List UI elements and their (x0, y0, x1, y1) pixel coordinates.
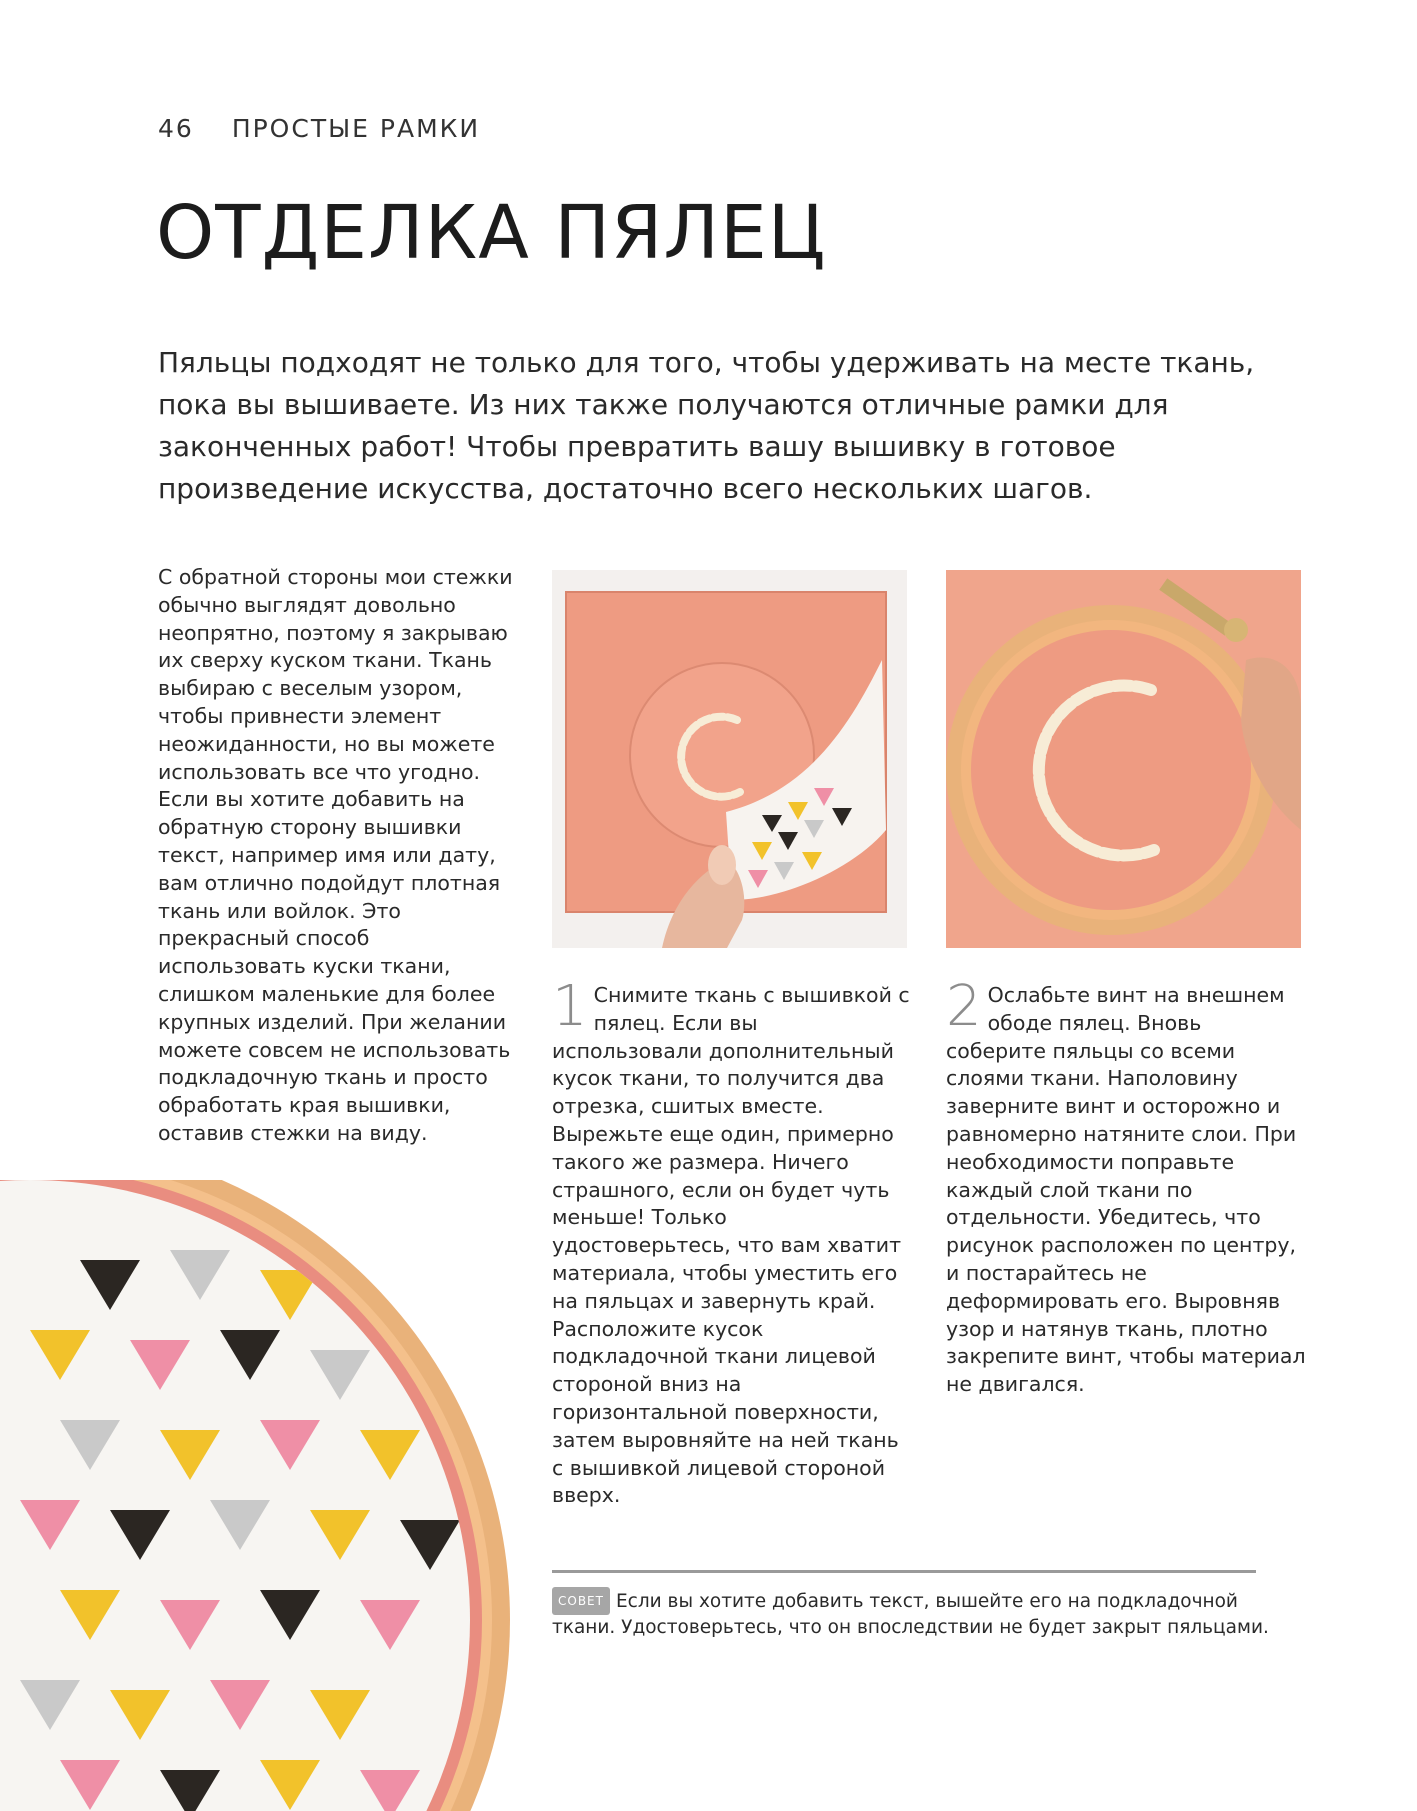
running-header (158, 114, 480, 143)
step-text: Ослабьте винт на внешнем ободе пялец. Вновь соберите пяльцы со всеми слоями ткани. Наполовину заверните винт и осторожно и равномерно натяните слои. При необходимости поправьте каждый слой ткани по отдельности. Убедитесь, что рисунок расположен по центру, и постарайтесь не деформировать его. Выровняв узор и натянув ткань, плотно закрепите винт, чтобы материал не двигался. (946, 983, 1306, 1397)
step-number: 2 (946, 974, 982, 1039)
section-title: ПРОСТЫЕ РАМКИ (231, 114, 481, 143)
step-text: Снимите ткань с вышивкой с пялец. Если вы использовали дополнительный кусок ткани, то получится два отрезка, сшитых вместе. Вырежьте еще один, примерно такого же размера. Ничего страшного, если он будет чуть меньше! Только удостоверьтесь, что вам хватит материала, чтобы уместить его на пяльцах и завернуть край. Расположите кусок подкладочной ткани лицевой стороной вниз на горизонтальной поверхности, затем выровняйте на ней ткань с вышивкой лицевой стороной вверх. (552, 983, 910, 1508)
finished-hoop-photo (0, 1180, 520, 1811)
page-title: ОТДЕЛКА ПЯЛЕЦ (156, 190, 827, 276)
tip-text: Если вы хотите добавить текст, вышейте его на подкладочной ткани. Удостоверьтесь, что он впоследствии не будет закрыт пяльцами. (552, 1591, 1269, 1638)
intro-paragraph: Пяльцы подходят не только для того, чтобы удерживать на месте ткань, пока вы вышиваете. Из них также получаются отличные рамки для законченных работ! Чтобы превратить вашу вышивку в готовое произведение искусства, достаточно всего нескольких шагов. (158, 346, 1255, 505)
step-number: 1 (552, 974, 588, 1039)
side-column-text: С обратной стороны мои стежки обычно выглядят довольно неопрятно, поэтому я закрываю их сверху куском ткани. Ткань выбираю с веселым узором, чтобы привнести элемент неожиданности, но вы можете использовать все что угодно. Если вы хотите добавить на обратную сторону вышивки текст, например имя или дату, вам отлично подойдут плотная ткань или войлок. Это прекрасный способ использовать куски ткани, слишком маленькие для более крупных изделий. При желании можете совсем не использовать подкладочную ткань и просто обработать края вышивки, оставив стежки на виду. (158, 565, 513, 1145)
tip-badge: СОВЕТ (552, 1587, 610, 1615)
tip-divider (552, 1570, 1256, 1573)
hoop-fabric (971, 630, 1251, 910)
step-1 (552, 974, 912, 1510)
step-2 (946, 974, 1306, 1399)
step2-photo (946, 570, 1301, 948)
step1-photo (552, 570, 907, 948)
page-number: 46 (158, 114, 194, 143)
tip-box (552, 1587, 1292, 1641)
